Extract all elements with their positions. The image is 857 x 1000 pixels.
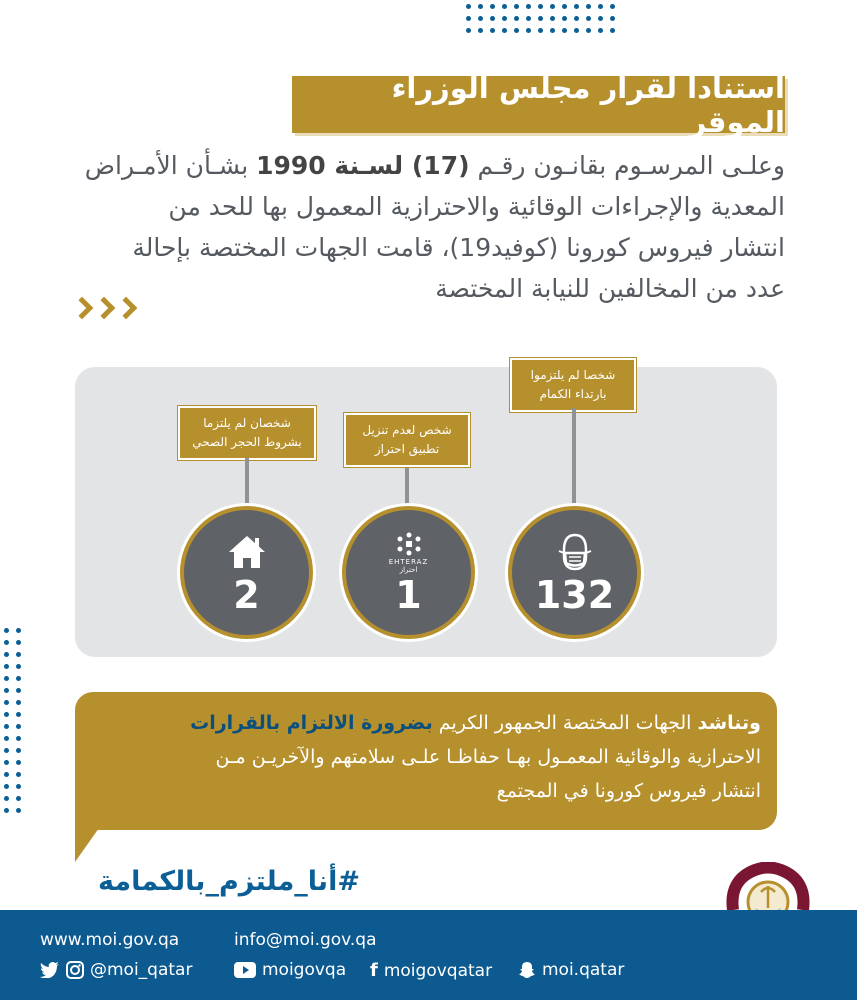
stat-mask-value: 132 bbox=[534, 572, 615, 617]
stat-quarantine-value: 2 bbox=[233, 572, 260, 617]
stat-ehteraz-label: شخص لعدم تنزيل تطبيق احتراز bbox=[344, 413, 470, 467]
footer-website[interactable]: www.moi.gov.qa bbox=[40, 930, 180, 950]
stat-ehteraz-circle bbox=[342, 506, 475, 639]
facebook-icon: f bbox=[370, 960, 378, 981]
title-banner bbox=[292, 70, 785, 139]
decorative-dots-left bbox=[4, 628, 21, 813]
stat-quarantine-circle bbox=[180, 506, 313, 639]
message-line-1: وتناشد الجهات المختصة الجمهور الكريم بضرورة الالتزام بالقرارات bbox=[190, 712, 761, 734]
stat-ehteraz-stem bbox=[405, 468, 409, 508]
message-text bbox=[81, 706, 761, 808]
stat-mask-label: شخصا لم يلتزموا بارتداء الكمام bbox=[510, 358, 636, 412]
home-icon bbox=[227, 530, 267, 574]
footer-email[interactable]: info@moi.gov.qa bbox=[234, 930, 377, 950]
stat-mask-stem bbox=[572, 408, 576, 508]
intro-line-1: وعلـى المرسـوم بقانـون رقـم (17) لسـنة 1990 بشـأن الأمـراض bbox=[84, 151, 785, 180]
footer-snapchat[interactable]: moi.qatar bbox=[518, 960, 624, 980]
message-line-3: انتشار فيروس كورونا في المجتمع bbox=[496, 780, 761, 802]
youtube-icon bbox=[234, 962, 256, 978]
snapchat-icon bbox=[518, 961, 536, 979]
decree-number: (17) لسـنة 1990 bbox=[256, 151, 470, 180]
intro-line-3: انتشار فيروس كورونا (كوفيد19)، قامت الجهات المختصة بإحالة bbox=[132, 233, 785, 262]
page-title: استنادا لقرار مجلس الوزراء الموقر bbox=[391, 70, 785, 139]
message-highlight: بضرورة الالتزام بالقرارات bbox=[190, 712, 433, 734]
footer-youtube[interactable]: moigovqa bbox=[234, 960, 346, 980]
stat-ehteraz-value: 1 bbox=[395, 572, 422, 617]
footer-facebook[interactable]: f moigovqatar bbox=[370, 960, 493, 981]
stat-quarantine-label: شخصان لم يلتزما بشروط الحجر الصحي bbox=[178, 406, 316, 460]
twitter-icon bbox=[40, 962, 60, 978]
message-box-tail bbox=[75, 828, 99, 862]
footer bbox=[0, 910, 857, 1000]
chevrons-icon bbox=[74, 300, 134, 316]
message-line-2: الاحترازية والوقائية المعمـول بهـا حفاظـا علـى سلامتهم والآخريـن مـن bbox=[215, 746, 761, 768]
instagram-icon bbox=[66, 961, 84, 979]
intro-paragraph bbox=[65, 145, 785, 309]
decorative-dots-top bbox=[466, 4, 615, 33]
intro-line-2: المعدية والإجراءات الوقائية والاحترازية المعمول بها للحد من bbox=[168, 192, 785, 221]
footer-twitter-instagram[interactable]: @moi_qatar bbox=[40, 960, 192, 980]
hashtag: #أنا_ملتزم_بالكمامة bbox=[98, 866, 360, 897]
face-mask-icon bbox=[553, 530, 597, 574]
stat-quarantine-stem bbox=[245, 458, 249, 508]
stat-mask-circle bbox=[508, 506, 641, 639]
ehteraz-icon: EHTERAZ احتراز bbox=[389, 530, 429, 574]
intro-line-4: عدد من المخالفين للنيابة المختصة bbox=[435, 274, 785, 303]
